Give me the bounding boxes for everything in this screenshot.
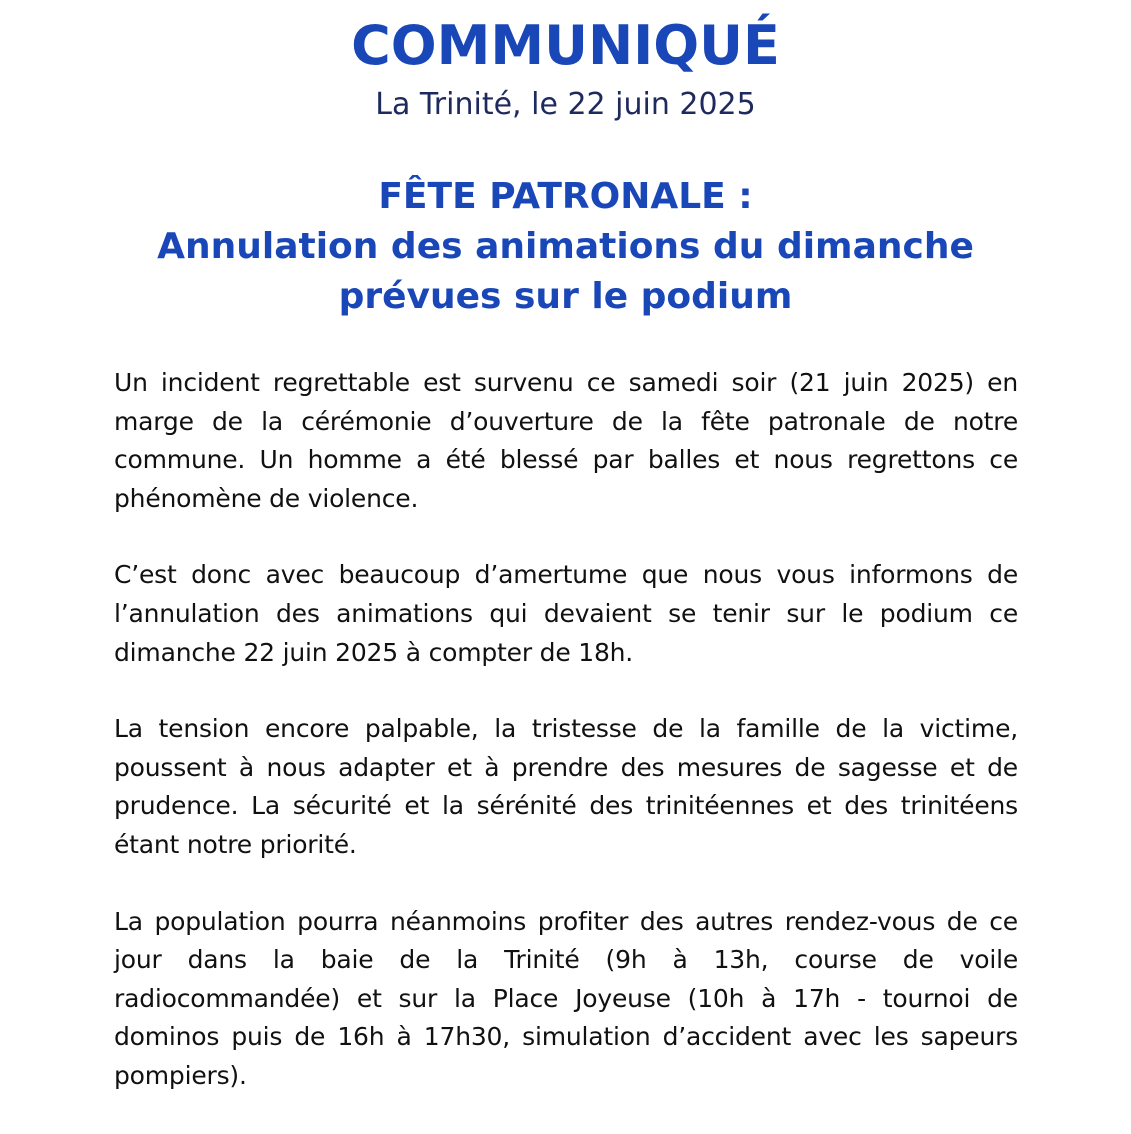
- paragraph-incident: Un incident regrettable est survenu ce samedi soir (21 juin 2025) en marge de la cérémonie d’ouverture de la fête patronale de notre commune. Un homme a été blessé par balles et nous regrettons ce phénomène de violence.: [114, 368, 1018, 513]
- paragraph-cancellation: C’est donc avec beaucoup d’amertume que nous vous informons de l’annulation des animations qui devaient se tenir sur le podium ce dimanche 22 juin 2025 à compter de 18h.: [114, 560, 1018, 667]
- paragraph-other-events: La population pourra néanmoins profiter des autres rendez-vous de ce jour dans la baie de la Trinité (9h à 13h, course de voile radiocommandée) et sur la Place Joyeuse (10h à 17h - tournoi de dominos puis de 16h à 17h30, simulation d’accident avec les sapeurs pompiers).: [114, 906, 1018, 1090]
- body-text: [114, 364, 1018, 1134]
- headline-line-3: prévues sur le podium: [338, 276, 793, 317]
- headline-line-2: Annulation des animations du dimanche: [157, 226, 974, 267]
- headline: [60, 172, 1071, 322]
- dateline: La Trinité, le 22 juin 2025: [375, 87, 756, 122]
- paragraph-safety: La tension encore palpable, la tristesse de la famille de la victime, poussent à nous adapter et à prendre des mesures de sagesse et de prudence. La sécurité et la sérénité des trinitéennes et des trinitéens étant notre priorité.: [114, 714, 1018, 859]
- page-title: COMMUNIQUÉ: [351, 14, 780, 77]
- headline-line-1: FÊTE PATRONALE :: [378, 176, 753, 217]
